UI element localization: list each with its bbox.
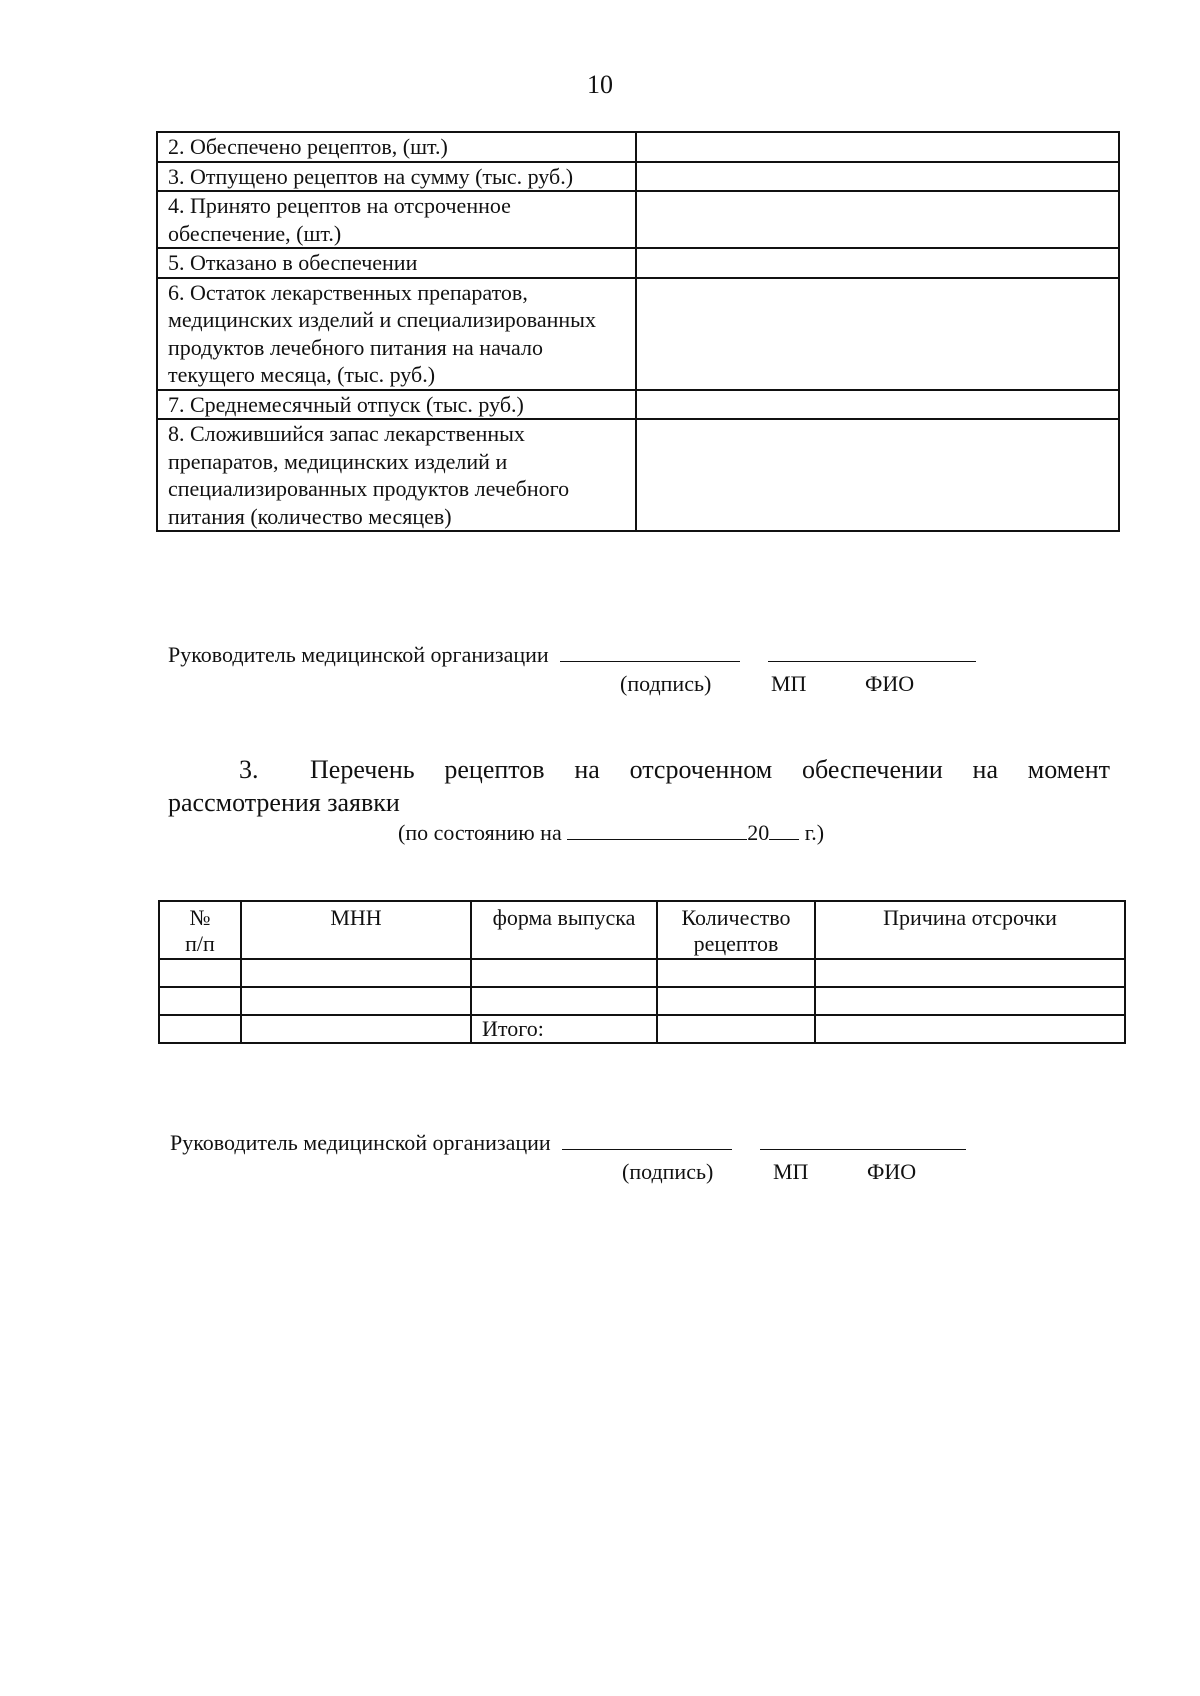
section-title-line2: рассмотрения заявки: [168, 788, 400, 817]
cell[interactable]: [159, 1015, 241, 1043]
cell[interactable]: [657, 959, 815, 987]
table-row: [157, 248, 1119, 278]
cell[interactable]: [815, 1015, 1125, 1043]
col-num-header: [159, 901, 241, 959]
indicator-value-cell[interactable]: [636, 162, 1119, 192]
indicator-label: 7. Среднемесячный отпуск (тыс. руб.): [157, 390, 636, 420]
name-line[interactable]: [760, 1131, 966, 1150]
status-prefix: (по состоянию на: [398, 820, 562, 845]
indicator-value-cell[interactable]: [636, 390, 1119, 420]
table-row: [159, 959, 1125, 987]
table-row: [159, 987, 1125, 1015]
cell[interactable]: [241, 1015, 471, 1043]
indicator-value-cell[interactable]: [636, 278, 1119, 390]
status-date-line: [398, 820, 824, 846]
deferred-prescriptions-table: [158, 900, 1126, 1044]
stamp-caption: МП: [773, 1159, 809, 1184]
total-label: Итого:: [471, 1015, 657, 1043]
indicator-label: 6. Остаток лекарственных препаратов, медицинских изделий и специализированных продуктов лечебного питания на начало текущего месяца, (тыс. руб.): [157, 278, 636, 390]
table-row: [157, 191, 1119, 248]
signature-block-2: [170, 1130, 966, 1156]
name-caption: ФИО: [865, 671, 915, 696]
table-row: [157, 162, 1119, 192]
col-count-line1: Количество: [681, 905, 791, 930]
indicator-label: 3. Отпущено рецептов на сумму (тыс. руб.): [157, 162, 636, 192]
page-number: 10: [587, 70, 613, 99]
status-date-field[interactable]: [567, 821, 747, 840]
status-suffix: г.): [804, 820, 825, 845]
section-3-heading: [168, 753, 1110, 819]
section-title-line1: Перечень рецептов на отсроченном обеспечении на момент: [310, 755, 1110, 784]
table-header-row: [159, 901, 1125, 959]
name-caption: ФИО: [867, 1159, 917, 1184]
signature-line[interactable]: [562, 1131, 732, 1150]
cell[interactable]: [471, 987, 657, 1015]
table-row: [157, 419, 1119, 531]
head-label: Руководитель медицинской организации: [168, 642, 549, 667]
table-total-row: [159, 1015, 1125, 1043]
head-label: Руководитель медицинской организации: [170, 1130, 551, 1155]
cell[interactable]: [815, 959, 1125, 987]
cell[interactable]: [815, 987, 1125, 1015]
indicator-value-cell[interactable]: [636, 419, 1119, 531]
table-row: [157, 390, 1119, 420]
stamp-caption: МП: [771, 671, 807, 696]
name-line[interactable]: [768, 643, 976, 662]
section-number: 3.: [239, 755, 259, 784]
indicator-value-cell[interactable]: [636, 132, 1119, 162]
indicator-label: 4. Принято рецептов на отсроченное обеспечение, (шт.): [157, 191, 636, 248]
signature-caption: (подпись): [620, 671, 712, 696]
cell[interactable]: [241, 959, 471, 987]
signature-line[interactable]: [560, 643, 740, 662]
col-num-line2: п/п: [185, 931, 215, 956]
col-count-header: [657, 901, 815, 959]
cell[interactable]: [159, 959, 241, 987]
status-year-field[interactable]: [769, 821, 799, 840]
status-year: 20: [747, 820, 770, 845]
col-num-line1: №: [189, 905, 211, 930]
indicator-label: 2. Обеспечено рецептов, (шт.): [157, 132, 636, 162]
indicators-table: [156, 131, 1120, 532]
indicator-label: 8. Сложившийся запас лекарственных препаратов, медицинских изделий и специализированных продуктов лечебного питания (количество месяцев): [157, 419, 636, 531]
indicator-label: 5. Отказано в обеспечении: [157, 248, 636, 278]
cell[interactable]: [159, 987, 241, 1015]
cell[interactable]: [241, 987, 471, 1015]
table-row: [157, 278, 1119, 390]
total-count-cell[interactable]: [657, 1015, 815, 1043]
cell[interactable]: [471, 959, 657, 987]
col-form-header: форма выпуска: [471, 901, 657, 959]
signature-caption: (подпись): [622, 1159, 714, 1184]
table-row: [157, 132, 1119, 162]
col-count-line2: рецептов: [693, 931, 779, 956]
signature-block-1: [168, 642, 976, 668]
cell[interactable]: [657, 987, 815, 1015]
indicator-value-cell[interactable]: [636, 248, 1119, 278]
col-inn-header: МНН: [241, 901, 471, 959]
indicator-value-cell[interactable]: [636, 191, 1119, 248]
col-reason-header: Причина отсрочки: [815, 901, 1125, 959]
